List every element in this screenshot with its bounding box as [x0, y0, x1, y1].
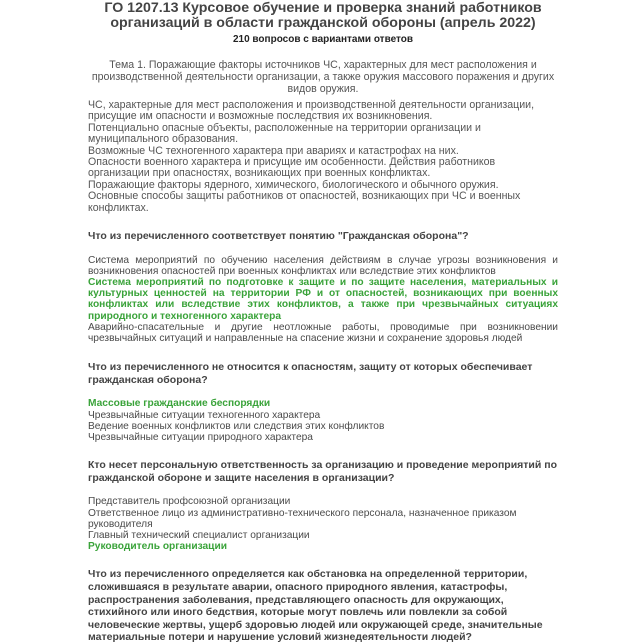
topic-line: Основные способы защиты работников от опасностей, возникающих при ЧС и военных конфликтах. [88, 190, 521, 214]
answer-option: Ведение военных конфликтов или следствия этих конфликтов [88, 420, 385, 432]
answer-list [88, 255, 558, 345]
answer-option: Ответственное лицо из административно-технического персонала, назначенное приказом руководителя [88, 507, 517, 530]
question-text: Кто несет персональную ответственность за организацию и проведение мероприятий по гражданской обороне и защите населения в организации? [88, 459, 558, 484]
answer-option: Аварийно-спасательные и другие неотложные работы, проводимые при возникновении чрезвычайных ситуаций и направленные на спасение жизни и сохранение здоровья людей [88, 321, 558, 345]
topic-description [88, 100, 558, 214]
answer-option-correct: Массовые гражданские беспорядки [88, 398, 271, 410]
answer-option: Чрезвычайные ситуации техногенного характера [88, 409, 321, 421]
question-text: Что из перечисленного определяется как обстановка на определенной территории, сложившаяся в результате аварии, опасного природного явления, катастрофы, распространения заболевания, представляющего опасность для окружающих, стихийного или иного бедствия, которые могут повлечь или повлекли за собой человеческие жертвы, ущерб здоровью людей или окружающей среде, значительные материальные потери и нарушение условий жизнедеятельности людей? [88, 568, 543, 644]
answer-option: Представитель профсоюзной организации [88, 496, 291, 508]
topic-line: Возможные ЧС техногенного характера при авариях и катастрофах на них. [88, 144, 459, 157]
question-text: Что из перечисленного соответствует понятию "Гражданская оборона"? [88, 230, 469, 243]
document-title: ГО 1207.13 Курсовое обучение и проверка знаний работников организаций в области гражданской обороны (апрель 2022) [104, 0, 542, 31]
topic-heading: Тема 1. Поражающие факторы источников ЧС, характерных для мест расположения и производственной деятельности организации, а также оружия массового поражения и других видов оружия. [91, 59, 555, 95]
topic-line: ЧС, характерные для мест расположения и производственной деятельности организации, присущие им опасности и возможные последствия их возникновения. [88, 99, 535, 123]
topic-line: Опасности военного характера и присущие им особенности. Действия работников организации при опасностях, возникающих при военных конфликтах. [88, 156, 496, 180]
question-block [88, 361, 558, 443]
question-text: Что из перечисленного не относится к опасностям, защиту от которых обеспечивает гражданская оборона? [88, 361, 533, 386]
question-block [88, 230, 558, 344]
answer-option-correct: Система мероприятий по подготовке к защите и по защите населения, материальных и культурных ценностей на территории РФ и от опасностей, возникающих при военных конфликтах или вследствие этих конфликтов, а также при чрезвычайных ситуациях природного и техногенного характера [88, 277, 558, 322]
question-block [88, 568, 558, 644]
answer-option: Система мероприятий по обучению населения действиям в случае угрозы возникновения и возникновения опасностей при военных конфликтах или вследствие этих конфликтов [88, 254, 558, 277]
document-subtitle: 210 вопросов с вариантами ответов [232, 34, 414, 45]
answer-option: Главный технический специалист организации [88, 530, 310, 542]
answer-list [88, 398, 558, 443]
question-block [88, 459, 558, 552]
answer-list [88, 496, 558, 552]
document-body [88, 0, 558, 644]
answer-option-correct: Руководитель организации [88, 541, 227, 553]
topic-line: Потенциально опасные объекты, расположенные на территории организации и муниципального образования. [88, 121, 481, 146]
answer-option: Чрезвычайные ситуации природного характера [88, 432, 313, 444]
topic-line: Поражающие факторы ядерного, химического, биологического и обычного оружия. [88, 178, 499, 191]
